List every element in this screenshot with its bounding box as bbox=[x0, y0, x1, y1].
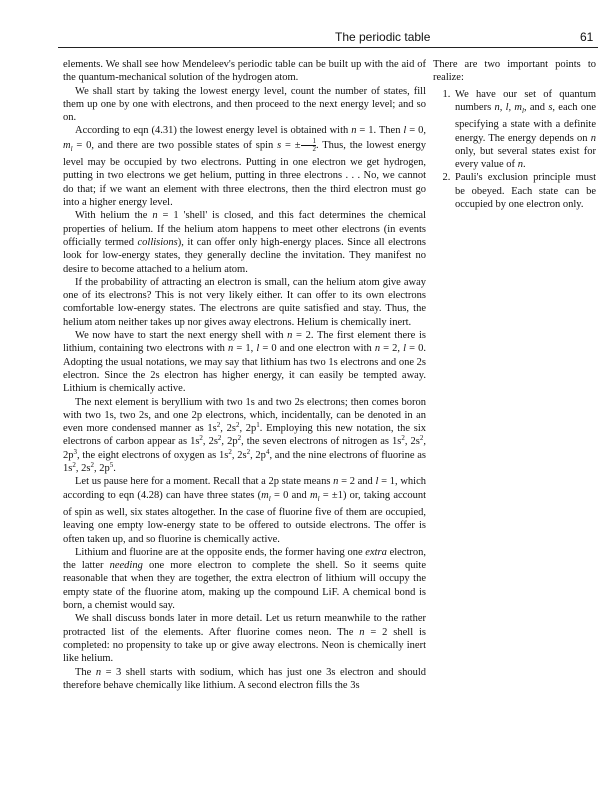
paragraph: According to eqn (4.31) the lowest energy level is obtained with n = 1. Then l = 0, $m_l = 0$, and there are two possible states of spin s = ± $\frac{1}{2}$ . Thus, the lowest energy level may be occupied by two electrons. Putting in one electron we get hydrogen, putting in two electrons we get helium, putting in three electrons . . . No, we cannot do that; if we want an element with three electrons, then the third electron must go into a higher energy level. bbox=[63, 125, 427, 209]
list-item: 2. Pauli's exclusion principle must be obeyed. Each state can be occupied by one electron only. bbox=[453, 171, 596, 211]
list-item: 1. We have our set of quantum numbers n, l, $m_l$, and s, each one specifying a state with a definite energy. The energy depends on n only, but several states exist for every value of n. bbox=[453, 88, 596, 172]
paragraph: Let us pause here for a moment. Recall that a 2p state means n = 2 and l = 1, which according to eqn (4.28) can have three states ($m_l = 0$ and $m_l = \pm 1$) or, taking account of spin as well, six states altogether. In the case of fluorine five of them are occupied, leaving one empty low-energy state to be offered to outside electrons. The offer is often taken up, and so fluorine is chemically active. bbox=[63, 476, 426, 545]
paragraph: The n = 3 shell starts with sodium, which has just one 3s electron and should therefore behave chemically like lithium. A second electron fills the 3s bbox=[63, 666, 426, 691]
paragraph: If the probability of attracting an electron is small, can the helium atom give away one of its electrons? This is not very likely either. It can offer to its own electrons comfortable low-energy states. The electrons are quite satisfied and stay. Thus, the helium atom neither takes up nor gives away electrons. Helium is chemically inert. bbox=[63, 276, 426, 328]
paragraph: We shall start by taking the lowest energy level, count the number of states, fill them up one by one with electrons, and then proceed to the next energy level; and so on. bbox=[63, 85, 426, 124]
page-number: 61 bbox=[580, 30, 594, 44]
margin-note-list bbox=[433, 88, 596, 212]
paragraph: elements. We shall see how Mendeleev's periodic table can be built up with the aid of the quantum-mechanical solution of the hydrogen atom. bbox=[63, 59, 426, 84]
margin-note-intro: There are two important points to realize: bbox=[433, 59, 596, 84]
header-rule bbox=[58, 47, 598, 48]
paragraph: We shall discuss bonds later in more detail. Let us return meanwhile to the rather protracted list of the elements. After fluorine comes neon. The n = 2 shell is completed: no propensity to take up or give away electrons. Neon is chemically inert like helium. bbox=[63, 613, 426, 665]
paragraph: With helium the n = 1 'shell' is closed, and this fact determines the chemical properties of helium. If the helium atom happens to meet other electrons (in events officially termed collisions), it can offer only high-energy places. Since all electrons look for low-energy states, they generally decline the invitation. They manifest no desire to become attached to a helium atom. bbox=[63, 210, 426, 275]
main-text-column bbox=[63, 58, 426, 692]
paragraph: We now have to start the next energy shell with n = 2. The first element there is lithium, containing two electrons with n = 1, l = 0 and one electron with n = 2, l = 0. Adopting the usual notations, we may say that lithium has two 1s electrons and one 2s electron. Since the 2s electron has higher energy, it can easily be tempted away. Lithium is chemically active. bbox=[63, 330, 427, 395]
fraction-one-half: $\frac{1}{2}$ bbox=[301, 138, 317, 153]
running-title: The periodic table bbox=[335, 30, 431, 44]
paragraph: The next element is beryllium with two 1s and two 2s electrons; then comes boron with two 1s, two 2s, and one 2p electrons, which, incidentally, can be denoted in an even more condensed manner as $1s^2$, $2s^2$, $2p^1$. Employing this new notation, the six electrons of carbon appear as $1s^2$, $2s^2$, $2p^2$, the seven electrons of nitrogen as $1s^2$, $2s^2$, $2p^3$, the eight electrons of oxygen as $1s^2$, $2s^2$, $2p^4$, and the nine electrons of fluorine as $1s^2$, $2s^2$, $2p^5$. bbox=[63, 396, 427, 474]
paragraph: Lithium and fluorine are at the opposite ends, the former having one extra electron, the latter needing one more electron to complete the shell. So it seems quite reasonable that when they are together, the extra electron of lithium will occupy the empty state of the fluorine atom, making up the compound LiF. A chemical bond is born, a chemist would say. bbox=[63, 546, 427, 612]
margin-note bbox=[433, 58, 596, 211]
